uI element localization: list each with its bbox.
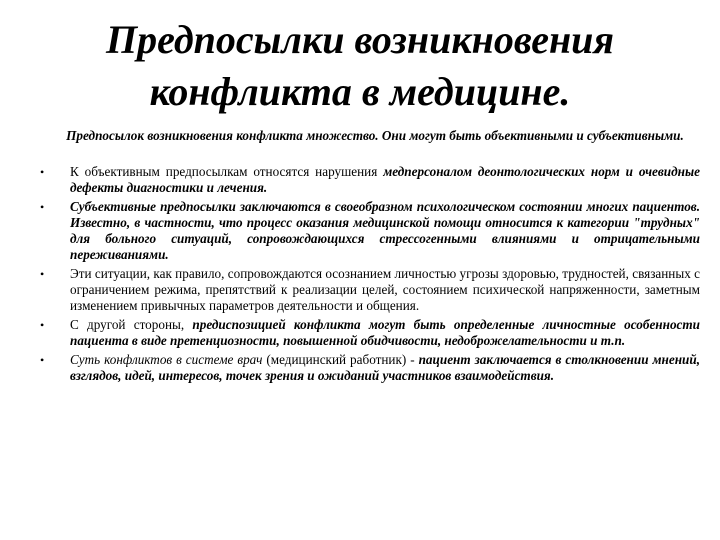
bullet-marker: • xyxy=(40,353,45,367)
bullet-text-plain: С другой стороны, xyxy=(70,317,193,332)
list-item xyxy=(40,199,700,263)
bullet-text-plain: Эти ситуации, как правило, сопровождаются осознанием личностью угрозы здоровью, трудностей, связанных с ограничением режима, препятствий к реализации целей, состоянием психической напряженности, заметным изменением привычных параметров деятельности и общения. xyxy=(70,266,700,313)
page-title xyxy=(0,14,720,118)
title-line-1: Предпосылки возникновения xyxy=(105,17,615,62)
bullet-text-plain: К объективным предпосылкам относятся нарушения xyxy=(70,164,384,179)
bullet-marker: • xyxy=(40,318,45,332)
bullet-marker: • xyxy=(40,165,45,179)
list-item xyxy=(40,164,700,196)
bullet-text-emphasis: Субъективные предпосылки заключаются в своеобразном психологическом состоянии многих пациентов. Известно, в частности, что процесс оказания медицинской помощи относится к категории "трудных" для больного ситуаций, сопровождающихся стрессогенными влияниями и отрицательными переживаниями. xyxy=(70,199,700,262)
list-item xyxy=(40,266,700,314)
bullet-text-emphasis: пациент заключается в столкновении мнений, взглядов, идей, интересов, точек зрения и ожиданий участников взаимодействия. xyxy=(70,352,700,383)
list-item xyxy=(40,317,700,349)
bullet-list xyxy=(40,164,700,387)
bullet-text-emphasis: медперсоналом деонтологических норм и очевидные дефекты диагностики и лечения. xyxy=(70,164,701,195)
list-item xyxy=(40,352,700,384)
title-line-2: конфликта в медицине. xyxy=(149,69,571,114)
bullet-text-italic: Суть конфликтов в системе врач xyxy=(70,352,263,367)
bullet-text-plain: (медицинский работник) - xyxy=(262,352,419,367)
bullet-marker: • xyxy=(40,200,45,214)
bullet-marker: • xyxy=(40,267,45,281)
bullet-text-emphasis: предиспозицией конфликта могут быть определенные личностные особенности пациента в виде претенциозности, повышенной обидчивости, недоброжелательности и т.п. xyxy=(70,317,700,348)
intro-text: Предпосылок возникновения конфликта множество. Они могут быть объективными и субъективными. xyxy=(66,128,684,143)
